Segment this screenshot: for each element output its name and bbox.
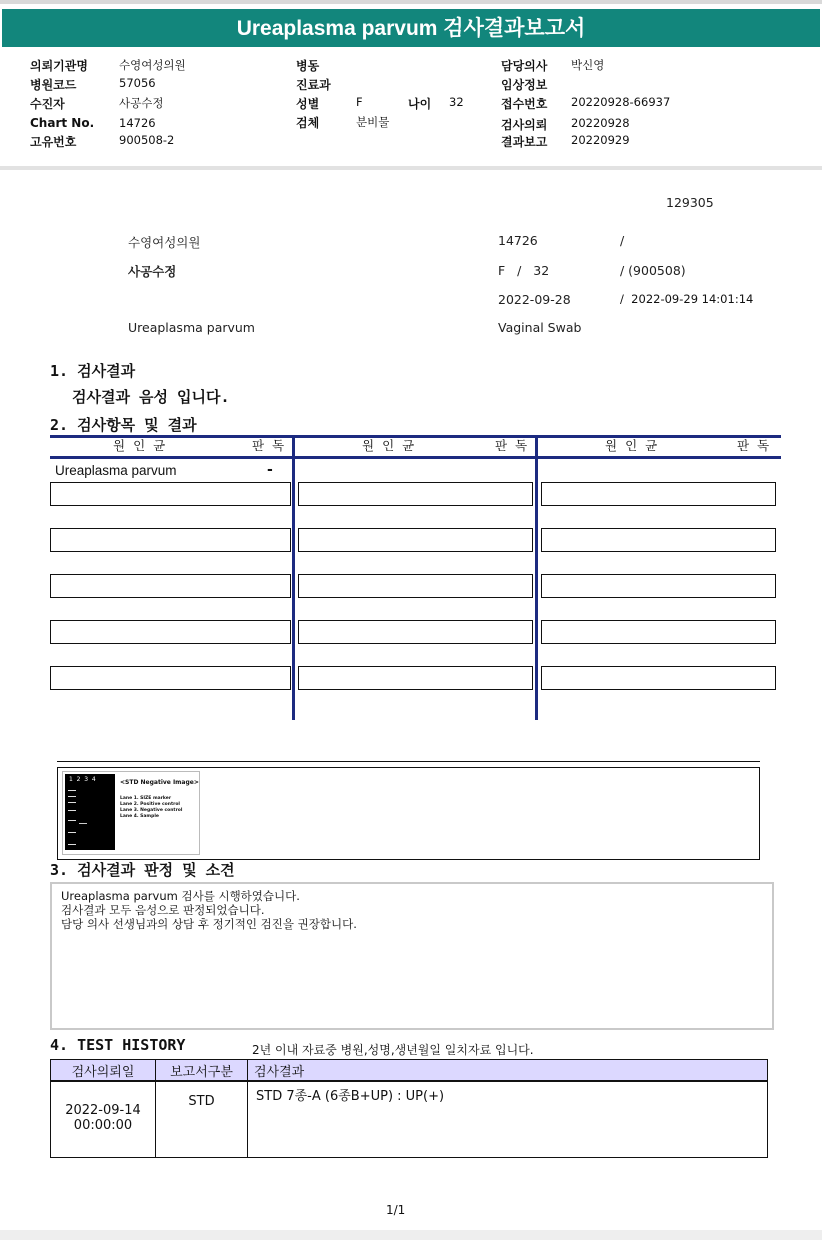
section4-heading: 4. TEST HISTORY [50,1036,186,1054]
history-table [50,1059,768,1158]
col1-cause-header: 원인균 [113,438,174,453]
summary-birth: / (900508) [620,263,686,278]
section1-heading: 1. 검사결과 [50,362,136,380]
history-col-report-type: 보고서구분 [156,1060,248,1082]
summary-sex-age: F / 32 [498,263,550,278]
ladder-band [68,802,76,803]
report-date-label: 결과보고 [501,135,548,149]
ladder-band [68,796,76,797]
summary-date: 2022-09-28 [498,292,571,307]
hospital-code-value: 57056 [119,76,156,90]
unique-no-label: 고유번호 [30,135,77,149]
summary-report-datetime: / 2022-09-29 14:01:14 [620,292,754,306]
gel-legend-2: Lane 2. Positive control [120,802,180,807]
row1-result: - [267,462,273,478]
unique-no-value: 900508-2 [119,133,175,147]
history-note: 2년 이내 자료중 병원,성명,생년월일 일치자료 입니다. [252,1043,534,1057]
page-number: 1/1 [386,1203,406,1217]
department-label: 진료과 [296,78,331,92]
gel-legend-4: Lane 4. Sample [120,814,159,819]
hospital-value: 수영여성의원 [119,58,186,72]
gel-title: <STD Negative Image> [120,779,199,786]
ward-label: 병동 [296,59,320,73]
row1-organism: Ureaplasma parvum [55,463,177,478]
summary-hospital: 수영여성의원 [128,235,201,250]
receipt-no-value: 20220928-66937 [571,95,671,109]
empty-result-cell [541,620,776,644]
ladder-band [68,790,76,791]
sex-value: F [356,95,363,109]
empty-result-cell [50,666,291,690]
grid-col-divider-1 [292,435,295,720]
empty-result-cell [50,528,291,552]
top-rule [0,0,822,4]
history-header-row [51,1060,768,1082]
hospital-label: 의뢰기관명 [30,59,88,73]
receipt-no-label: 접수번호 [501,97,548,111]
clinical-info-label: 임상정보 [501,78,548,92]
history-date: 2022-09-14 [65,1103,141,1118]
empty-result-cell [50,574,291,598]
opinion-line-2: 검사결과 모두 음성으로 판정되었습니다. [61,903,265,917]
summary-chart-no: 14726 [498,233,538,248]
specimen-label: 검체 [296,116,320,130]
gel-top-rule [57,761,760,762]
empty-result-cell [298,620,533,644]
bottom-bar [0,1230,822,1240]
gel-image-frame [57,767,760,860]
col1-verdict-header: 판독 [252,438,293,453]
doctor-label: 담당의사 [501,59,548,73]
report-title: Ureaplasma parvum 검사결과보고서 [2,9,820,47]
chart-no-label: Chart No. [30,116,95,130]
gel-legend-1: Lane 1. SIZE marker [120,796,172,801]
summary-slash: / [620,233,625,248]
table-row [51,1081,768,1158]
doctor-value: 박신영 [571,58,605,72]
header-divider [0,166,822,170]
gel-lane-numbers: 1 2 3 4 [69,776,96,783]
section1-result-text: 검사결과 음성 입니다. [72,388,230,406]
history-result: STD 7종-A (6종B+UP) : UP(+) [248,1081,768,1158]
specimen-value: 분비물 [356,115,390,129]
opinion-line-3: 담당 의사 선생님과의 상담 후 정기적인 검진을 권장합니다. [61,917,357,931]
opinion-box [50,882,774,1030]
report-date-value: 20220929 [571,133,630,147]
ladder-band [68,820,76,821]
empty-result-cell [50,620,291,644]
col2-cause-header: 원인균 [362,438,423,453]
age-value: 32 [449,95,464,109]
ladder-band [68,832,76,833]
sex-label: 성별 [296,97,320,111]
ladder-band [68,810,76,811]
summary-patient: 사공수정 [128,264,177,279]
gel-legend-3: Lane 3. Negative control [120,808,183,813]
empty-result-cell [50,482,291,506]
request-date-label: 검사의뢰 [501,118,548,132]
hospital-code-label: 병원코드 [30,78,77,92]
ladder-band [68,844,76,845]
summary-test-name: Ureaplasma parvum [128,320,255,335]
chart-no-value: 14726 [119,116,156,130]
section3-heading: 3. 검사결과 판정 및 소견 [50,861,235,879]
col3-cause-header: 원인균 [605,438,666,453]
history-type: STD [156,1081,248,1158]
empty-result-cell [541,528,776,552]
grid-col-divider-2 [535,435,538,720]
request-date-value: 20220928 [571,116,630,130]
empty-result-cell [298,574,533,598]
col3-verdict-header: 판독 [737,438,778,453]
patient-value: 사공수정 [119,96,164,110]
history-col-result: 검사결과 [248,1060,768,1082]
empty-result-cell [541,482,776,506]
empty-result-cell [298,482,533,506]
summary-code: 129305 [666,195,714,210]
patient-label: 수진자 [30,97,65,111]
gel-image [62,771,200,855]
empty-result-cell [541,666,776,690]
age-label: 나이 [408,97,432,111]
gel-photo [65,774,115,850]
history-time: 00:00:00 [73,1118,133,1133]
section2-heading: 2. 검사항목 및 결과 [50,416,197,434]
summary-specimen: Vaginal Swab [498,320,582,335]
positive-band [79,823,87,824]
empty-result-cell [298,666,533,690]
empty-result-cell [298,528,533,552]
empty-result-cell [541,574,776,598]
history-date-cell [51,1081,156,1158]
col2-verdict-header: 판독 [495,438,536,453]
history-col-request-date: 검사의뢰일 [51,1060,156,1082]
opinion-line-1: Ureaplasma parvum 검사를 시행하였습니다. [61,889,300,903]
